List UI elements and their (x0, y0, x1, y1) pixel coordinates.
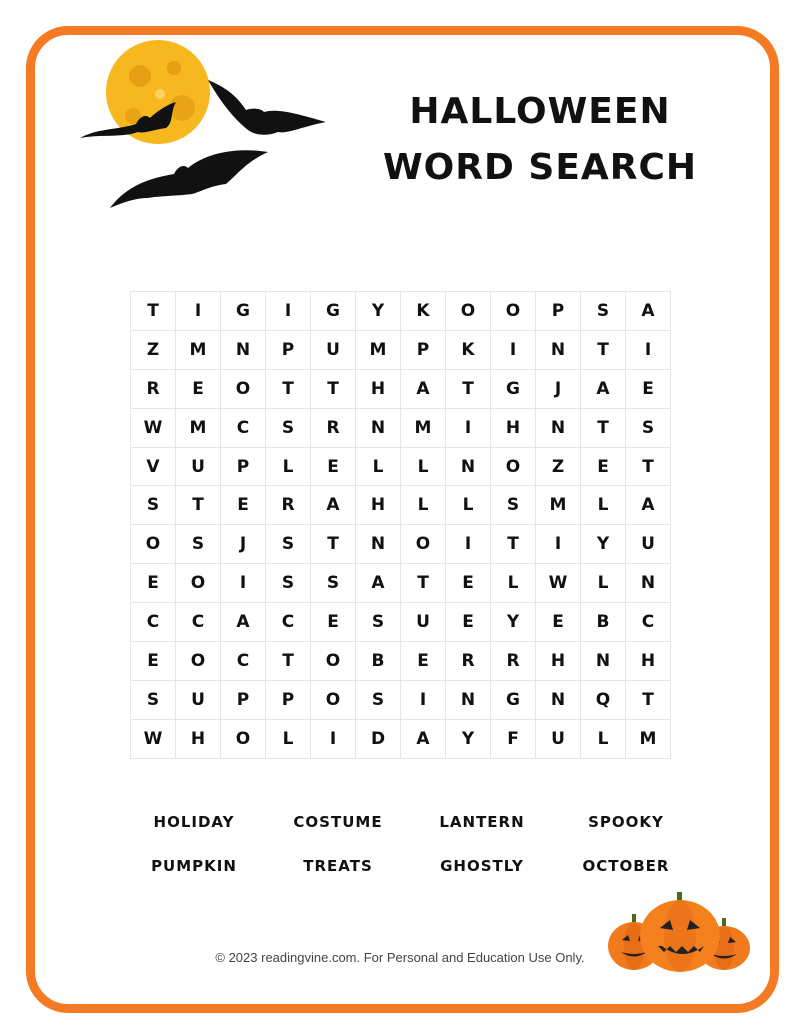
grid-cell[interactable]: I (401, 681, 446, 720)
word-list-item: HOLIDAY (153, 813, 235, 831)
grid-cell[interactable]: I (176, 292, 221, 331)
grid-cell[interactable]: E (311, 448, 356, 487)
grid-cell[interactable]: A (401, 720, 446, 759)
grid-cell[interactable]: Q (581, 681, 626, 720)
grid-cell[interactable]: O (131, 525, 176, 564)
grid-cell[interactable]: U (176, 681, 221, 720)
grid-cell[interactable]: I (266, 292, 311, 331)
copyright-footer: © 2023 readingvine.com. For Personal and Education Use Only. (215, 950, 585, 965)
grid-cell[interactable]: B (356, 642, 401, 681)
grid-cell[interactable]: S (131, 486, 176, 525)
grid-cell[interactable]: U (311, 331, 356, 370)
grid-cell[interactable]: T (266, 642, 311, 681)
grid-cell[interactable]: N (626, 564, 671, 603)
grid-cell[interactable]: S (626, 409, 671, 448)
grid-cell[interactable]: T (176, 486, 221, 525)
grid-cell[interactable]: A (311, 486, 356, 525)
grid-cell[interactable]: E (446, 603, 491, 642)
title-line-1: HALLOWEEN (409, 91, 671, 132)
grid-cell[interactable]: G (221, 292, 266, 331)
grid-cell[interactable]: T (401, 564, 446, 603)
grid-cell[interactable]: A (401, 370, 446, 409)
grid-cell[interactable]: L (356, 448, 401, 487)
grid-cell[interactable]: A (356, 564, 401, 603)
grid-cell[interactable]: L (266, 720, 311, 759)
grid-cell[interactable]: I (446, 525, 491, 564)
grid-cell[interactable]: M (176, 409, 221, 448)
grid-cell[interactable]: A (221, 603, 266, 642)
grid-cell[interactable]: K (401, 292, 446, 331)
grid-cell[interactable]: L (581, 564, 626, 603)
grid-cell[interactable]: L (401, 448, 446, 487)
grid-cell[interactable]: C (131, 603, 176, 642)
grid-cell[interactable]: U (626, 525, 671, 564)
grid-cell[interactable]: S (131, 681, 176, 720)
grid-cell[interactable]: G (311, 292, 356, 331)
grid-cell[interactable]: L (266, 448, 311, 487)
grid-cell[interactable]: O (401, 525, 446, 564)
grid-cell[interactable]: N (356, 409, 401, 448)
grid-cell[interactable]: I (491, 331, 536, 370)
grid-cell[interactable]: S (311, 564, 356, 603)
grid-cell[interactable]: Y (446, 720, 491, 759)
grid-cell[interactable]: E (401, 642, 446, 681)
grid-cell[interactable]: W (131, 720, 176, 759)
grid-cell[interactable]: E (446, 564, 491, 603)
grid-cell[interactable]: O (311, 642, 356, 681)
grid-cell[interactable]: T (581, 331, 626, 370)
grid-cell[interactable]: T (266, 370, 311, 409)
grid-cell[interactable]: M (176, 331, 221, 370)
grid-cell[interactable]: N (536, 681, 581, 720)
grid-cell[interactable]: I (311, 720, 356, 759)
grid-cell[interactable]: E (131, 564, 176, 603)
grid-cell[interactable]: O (176, 564, 221, 603)
page-title (380, 84, 700, 196)
grid-cell[interactable]: R (491, 642, 536, 681)
grid-cell[interactable]: O (221, 370, 266, 409)
grid-cell[interactable]: L (401, 486, 446, 525)
word-list-item: COSTUME (293, 813, 383, 831)
grid-cell[interactable]: T (626, 448, 671, 487)
grid-cell[interactable]: G (491, 370, 536, 409)
bat-icon (110, 150, 268, 208)
grid-cell[interactable]: O (491, 448, 536, 487)
grid-cell[interactable]: M (356, 331, 401, 370)
grid-cell[interactable]: J (536, 370, 581, 409)
grid-cell[interactable]: M (626, 720, 671, 759)
word-list-item: LANTERN (439, 813, 525, 831)
grid-cell[interactable]: T (581, 409, 626, 448)
grid-cell[interactable]: C (626, 603, 671, 642)
grid-cell[interactable]: C (176, 603, 221, 642)
grid-cell[interactable]: W (536, 564, 581, 603)
grid-cell[interactable]: M (536, 486, 581, 525)
grid-cell[interactable]: T (131, 292, 176, 331)
grid-cell[interactable]: T (491, 525, 536, 564)
grid-cell[interactable]: N (356, 525, 401, 564)
word-list-item: GHOSTLY (440, 857, 524, 875)
grid-cell[interactable]: P (266, 681, 311, 720)
grid-cell[interactable]: B (581, 603, 626, 642)
grid-cell[interactable]: Y (356, 292, 401, 331)
grid-cell[interactable]: N (536, 409, 581, 448)
grid-cell[interactable]: E (311, 603, 356, 642)
grid-cell[interactable]: H (356, 486, 401, 525)
grid-cell[interactable]: T (311, 370, 356, 409)
grid-cell[interactable]: T (446, 370, 491, 409)
grid-cell[interactable]: O (176, 642, 221, 681)
grid-cell[interactable]: W (131, 409, 176, 448)
grid-cell[interactable]: H (356, 370, 401, 409)
pumpkins-illustration (606, 892, 756, 974)
grid-cell[interactable]: H (176, 720, 221, 759)
grid-cell[interactable]: C (266, 603, 311, 642)
grid-cell[interactable]: S (581, 292, 626, 331)
grid-cell[interactable]: P (221, 448, 266, 487)
grid-cell[interactable]: I (536, 525, 581, 564)
grid-cell[interactable]: I (221, 564, 266, 603)
grid-cell[interactable]: L (446, 486, 491, 525)
grid-cell[interactable]: O (491, 292, 536, 331)
grid-cell[interactable]: L (581, 486, 626, 525)
grid-cell[interactable]: T (311, 525, 356, 564)
grid-cell[interactable]: H (491, 409, 536, 448)
grid-cell[interactable]: M (401, 409, 446, 448)
grid-cell[interactable]: Z (131, 331, 176, 370)
grid-cell[interactable]: Y (581, 525, 626, 564)
grid-cell[interactable]: E (581, 448, 626, 487)
word-list-item: SPOOKY (588, 813, 664, 831)
grid-cell[interactable]: E (536, 603, 581, 642)
title-line-2: WORD SEARCH (382, 147, 698, 188)
grid-cell[interactable]: T (626, 681, 671, 720)
grid-cell[interactable]: U (536, 720, 581, 759)
grid-cell[interactable]: P (401, 331, 446, 370)
grid-cell[interactable]: G (491, 681, 536, 720)
grid-cell[interactable]: O (311, 681, 356, 720)
word-list (122, 806, 698, 894)
grid-cell[interactable]: D (356, 720, 401, 759)
grid-cell[interactable]: A (626, 292, 671, 331)
grid-cell[interactable]: R (311, 409, 356, 448)
grid-cell[interactable]: K (446, 331, 491, 370)
grid-cell[interactable]: E (176, 370, 221, 409)
grid-cell[interactable]: O (446, 292, 491, 331)
grid-cell[interactable]: N (446, 448, 491, 487)
grid-cell[interactable]: O (221, 720, 266, 759)
grid-cell[interactable]: H (626, 642, 671, 681)
grid-cell[interactable]: C (221, 409, 266, 448)
grid-cell[interactable]: N (221, 331, 266, 370)
grid-cell[interactable]: J (221, 525, 266, 564)
word-list-item: TREATS (303, 857, 373, 875)
grid-cell[interactable]: S (176, 525, 221, 564)
grid-cell[interactable]: S (356, 681, 401, 720)
grid-cell[interactable]: I (626, 331, 671, 370)
word-list-item: OCTOBER (582, 857, 670, 875)
grid-cell[interactable]: L (491, 564, 536, 603)
grid-cell[interactable]: S (356, 603, 401, 642)
grid-cell[interactable]: V (131, 448, 176, 487)
grid-cell[interactable]: N (581, 642, 626, 681)
grid-cell[interactable]: Y (491, 603, 536, 642)
grid-cell[interactable]: P (536, 292, 581, 331)
grid-cell[interactable]: R (131, 370, 176, 409)
grid-cell[interactable]: S (266, 409, 311, 448)
grid-cell[interactable]: L (581, 720, 626, 759)
grid-cell[interactable]: U (401, 603, 446, 642)
grid-cell[interactable]: F (491, 720, 536, 759)
grid-cell[interactable]: N (536, 331, 581, 370)
grid-cell[interactable]: A (626, 486, 671, 525)
grid-cell[interactable]: C (221, 642, 266, 681)
grid-cell[interactable]: Z (536, 448, 581, 487)
grid-cell[interactable]: N (446, 681, 491, 720)
word-list-item: PUMPKIN (151, 857, 237, 875)
grid-cell[interactable]: R (446, 642, 491, 681)
grid-cell[interactable]: U (176, 448, 221, 487)
grid-cell[interactable]: I (446, 409, 491, 448)
grid-cell[interactable]: E (626, 370, 671, 409)
grid-cell[interactable]: H (536, 642, 581, 681)
grid-cell[interactable]: P (221, 681, 266, 720)
grid-cell[interactable]: S (266, 564, 311, 603)
grid-cell[interactable]: R (266, 486, 311, 525)
word-search-grid (130, 291, 671, 759)
pumpkin-icon (640, 892, 720, 972)
grid-cell[interactable]: S (266, 525, 311, 564)
grid-cell[interactable]: S (491, 486, 536, 525)
bat-icon (208, 80, 326, 135)
moon-bats-illustration (78, 38, 338, 213)
grid-cell[interactable]: P (266, 331, 311, 370)
grid-cell[interactable]: E (221, 486, 266, 525)
grid-cell[interactable]: A (581, 370, 626, 409)
grid-cell[interactable]: E (131, 642, 176, 681)
